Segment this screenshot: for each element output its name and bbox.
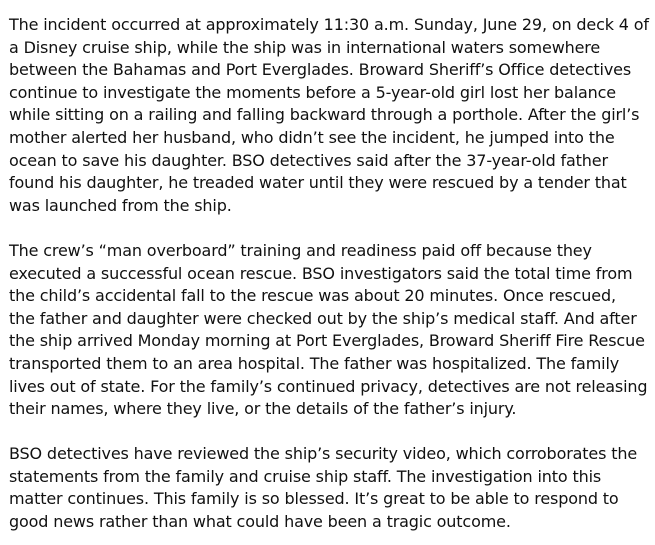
- text-line: continue to investigate the moments before a 5-year-old girl lost her balance: [9, 82, 616, 102]
- text-line: statements from the family and cruise ship staff. The investigation into this: [9, 466, 602, 486]
- text-line: while sitting on a railing and falling backward through a porthole. After the girl’s: [9, 105, 640, 125]
- text-line: The crew’s “man overboard” training and readiness paid off because they: [9, 240, 592, 260]
- text-line: the ship arrived Monday morning at Port Everglades, Broward Sheriff Fire Rescue: [9, 331, 645, 351]
- text-line: ocean to save his daughter. BSO detectives said after the 37-year-old father: [9, 150, 608, 170]
- text-line: lives out of state. For the family’s continued privacy, detectives are not releasing: [9, 376, 648, 396]
- text-line: was launched from the ship.: [9, 195, 232, 215]
- text-line: between the Bahamas and Port Everglades. Broward Sheriff’s Office detectives: [9, 60, 632, 80]
- text-line: the child’s accidental fall to the rescue was about 20 minutes. Once rescued,: [9, 286, 616, 306]
- paragraph-1: [9, 14, 649, 217]
- text-line: The incident occurred at approximately 11:30 a.m. Sunday, June 29, on deck 4 of: [9, 15, 649, 34]
- text-line: found his daughter, he treaded water until they were rescued by a tender that: [9, 173, 627, 193]
- text-line: matter continues. This family is so blessed. It’s great to be able to respond to: [9, 489, 619, 509]
- text-line: mother alerted her husband, who didn’t see the incident, he jumped into the: [9, 127, 615, 147]
- text-line: BSO detectives have reviewed the ship’s security video, which corroborates the: [9, 444, 638, 464]
- text-line: the father and daughter were checked out by the ship’s medical staff. And after: [9, 308, 637, 328]
- paragraph-2: [9, 240, 649, 421]
- text-line: good news rather than what could have been a tragic outcome.: [9, 512, 511, 532]
- document-body: [9, 14, 649, 534]
- text-line: executed a successful ocean rescue. BSO investigators said the total time from: [9, 263, 633, 283]
- text-line: a Disney cruise ship, while the ship was in international waters somewhere: [9, 37, 601, 57]
- paragraph-3: [9, 443, 649, 533]
- text-line: transported them to an area hospital. The father was hospitalized. The family: [9, 353, 620, 373]
- text-line: their names, where they live, or the details of the father’s injury.: [9, 399, 517, 419]
